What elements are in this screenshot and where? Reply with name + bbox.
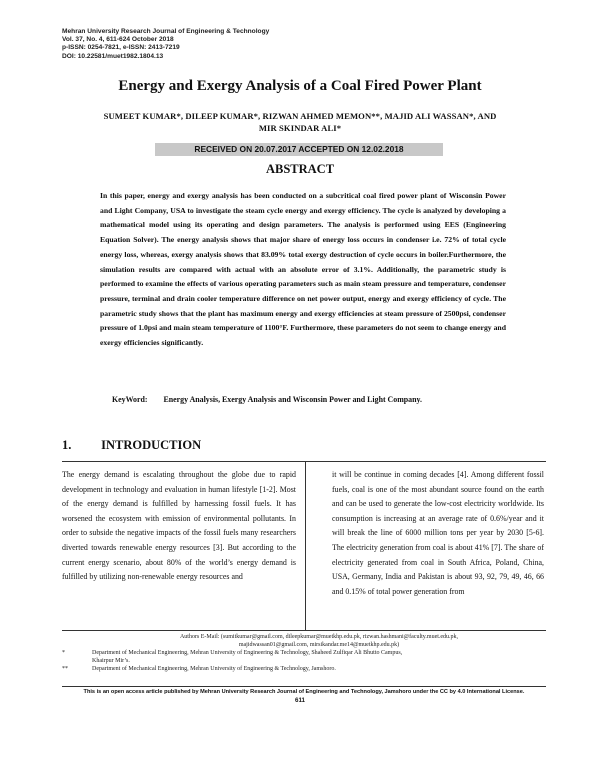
journal-header bbox=[62, 28, 362, 61]
footnote-affiliation-1-continued bbox=[62, 657, 546, 665]
abstract-body: In this paper, energy and exergy analysis has been conducted on a subcritical coal fired power plant of Wisconsin Power and Light Company, USA to investigate the steam cycle energy and exergy efficiency. The cycle is analyzed by developing a mathematical model using its operating and design parameters. The analysis is performed using EES (Engineering Equation Solver). The energy analysis shows that major share of energy loss occurs in condenser i.e. 72% of total cycle energy loss, whereas, exergy analysis shows that 83.09% total exergy destruction of cycle occurs in boiler.Furthermore, the simulation results are compared with actual with an absolute error of 3.1%. Additionally, the parametric study is performed to examine the effects of various operating parameters such as main steam pressure and temperature, condenser pressure, terminal and drain cooler temperature difference on net power output, energy and exergy efficiency of cycle. The parametric study shows that the plant has maximum energy and exergy efficiencies at steam pressure of 2500psi, condenser pressure of 1.0psi and main steam temperature of 1100°F. Furthermore, these parameters do not seem to change energy and exergy efficiencies significantly. bbox=[100, 191, 506, 348]
journal-doi: DOI: 10.22581/muet1982.1804.13 bbox=[62, 52, 164, 60]
footnote-affiliation-2 bbox=[62, 665, 546, 673]
authors-line-1: SUMEET KUMAR*, DILEEP KUMAR*, RIZWAN AHMED MEMON**, MAJID ALI WASSAN*, AND bbox=[103, 111, 497, 121]
keywords-label: KeyWord: bbox=[112, 395, 148, 404]
footnotes bbox=[62, 633, 546, 673]
footnote-text: Department of Mechanical Engineering, Mehran University of Engineering & Technology, Shaheed Zulfiqar Ali Bhutto Campus, bbox=[92, 650, 403, 657]
column-separator bbox=[305, 462, 306, 630]
footnote-mark: ** bbox=[62, 666, 68, 673]
section-rule-top bbox=[62, 461, 546, 462]
footnote-text: Department of Mechanical Engineering, Mehran University of Engineering & Technology, Jamshoro. bbox=[92, 666, 336, 673]
footnote-mark: * bbox=[62, 650, 65, 657]
author-list bbox=[70, 110, 530, 134]
intro-right-column: it will be continue in coming decades [4]. Among different fossil fuels, coal is one of the most abundant source found on the earth and can be used to generate the low-cost electricity worldwide. Its consumption is increasing at an average rate of 0.6%/year and it will break the line of 6000 million tons per year by 2030 [5-6]. The electricity generation from coal is about 41% [7]. The share of electricity generated from coal in South Africa, Poland, China, USA, Germany, India and Pakistan is about 93, 92, 79, 49, 46, 66 and 0.15% of total power generation from bbox=[332, 470, 544, 596]
page-number: 611 bbox=[295, 697, 305, 704]
author-emails-line-1: Authors E-Mail: (sumitkumar@gmail.com, dileepkumar@muetkhp.edu.pk, rizwan.hashmani@faculty.muet.edu.pk, bbox=[179, 634, 459, 640]
keywords bbox=[112, 395, 532, 404]
footnote-text: Khairpur Mir’s. bbox=[92, 658, 130, 665]
footnote-affiliation-1 bbox=[62, 649, 546, 657]
footer-rule bbox=[62, 686, 546, 687]
journal-name: Mehran University Research Journal of Engineering & Technology bbox=[62, 28, 270, 35]
keywords-text: Energy Analysis, Exergy Analysis and Wisconsin Power and Light Company. bbox=[163, 395, 422, 404]
authors-line-2: MIR SKINDAR ALI* bbox=[258, 123, 342, 133]
intro-left-column: The energy demand is escalating throughout the globe due to rapid development in technology and evaluation in human lifestyle [1-2]. Most of the energy demand is fulfilled by harnessing fossil fuels. It has worsened the ecosystem with emission of environmental pollutants. In order to subside the negative impacts of the fossil fuels many researchers diverted towards renewable energy resources [3]. But according to the current energy scenario, about 80% of the world’s energy demand is fulfilled by utilizing non-renewable energy resources and bbox=[62, 470, 296, 582]
section-heading bbox=[62, 438, 362, 453]
journal-issn: p-ISSN: 0254-7821, e-ISSN: 2413-7219 bbox=[62, 44, 180, 52]
author-emails-line-2: majidwassan01@gmail.com, mirsikandar.me14@muetkhp.edu.pk) bbox=[238, 642, 400, 649]
section-title: INTRODUCTION bbox=[101, 438, 202, 452]
footnote-rule bbox=[62, 630, 546, 631]
abstract-heading: ABSTRACT bbox=[265, 162, 335, 176]
license-notice: This is an open access article published by Mehran University Research Journal of Engineering and Technology, Jamshoro under the CC by 4.0 International License. bbox=[83, 689, 525, 695]
paper-title: Energy and Exergy Analysis of a Coal Fired Power Plant bbox=[118, 78, 482, 94]
received-date-banner: RECEIVED ON 20.07.2017 ACCEPTED ON 12.02.2018 bbox=[155, 143, 443, 156]
journal-volume: Vol. 37, No. 4, 611-624 October 2018 bbox=[62, 36, 174, 44]
section-number: 1. bbox=[62, 438, 72, 452]
